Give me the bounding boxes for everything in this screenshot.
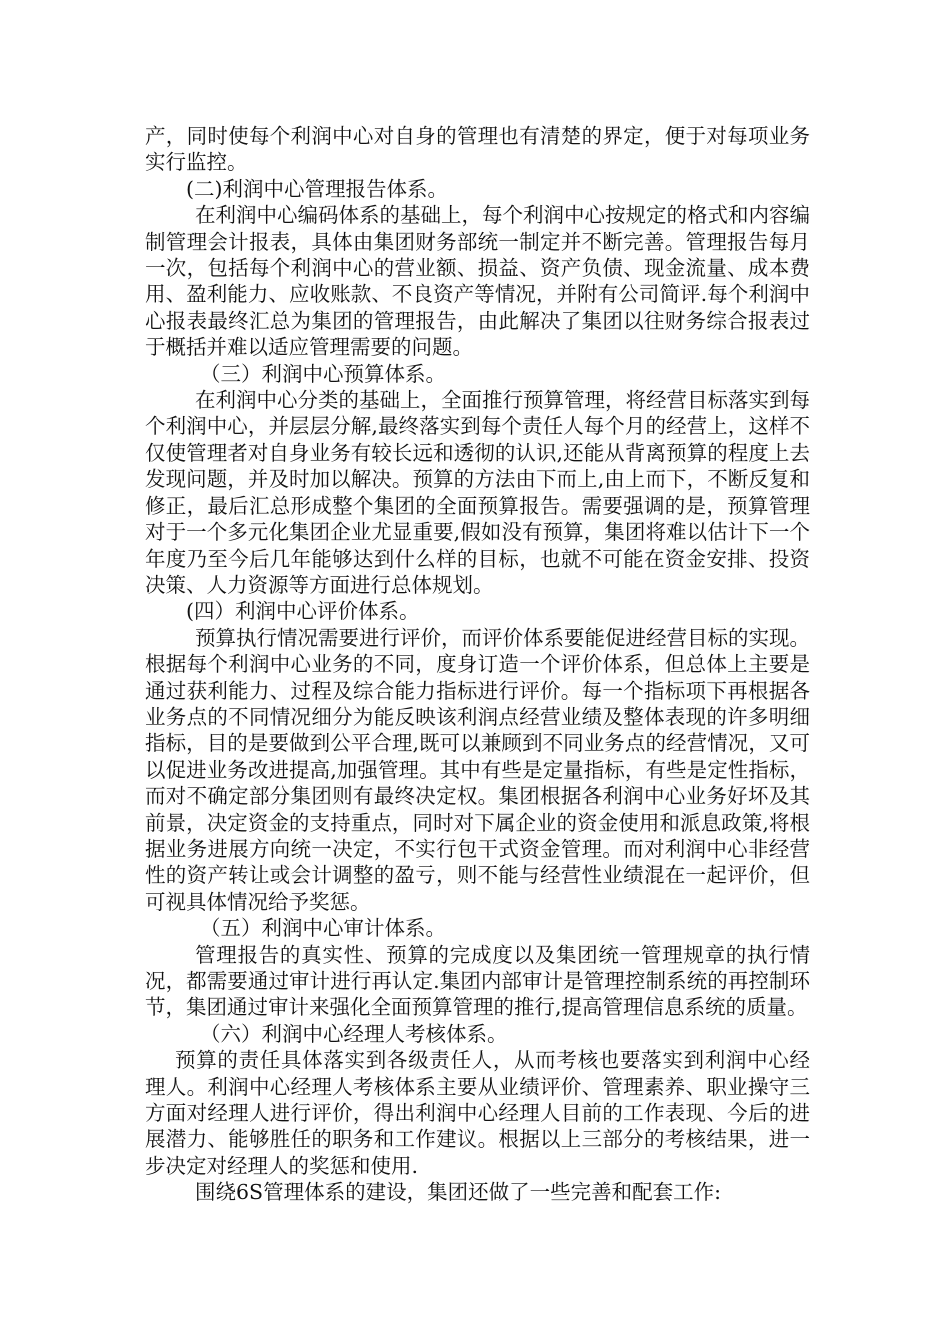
paragraph-management-report: 在利润中心编码体系的基础上，每个利润中心按规定的格式和内容编制管理会计报表，具体由集团财务部统一制定并不断完善。管理报告每月一次，包括每个利润中心的营业额、损益、资产负债、现金流量、成本费用、盈利能力、应收账款、不良资产等情况，并附有公司简评.每个利润中心报表最终汇总为集团的管理报告，由此解决了集团以往财务综合报表过于概括并难以适应管理需要的问题。 [145,203,810,360]
paragraph-audit-system: 管理报告的真实性、预算的完成度以及集团统一管理规章的执行情况，都需要通过审计进行再认定.集团内部审计是管理控制系统的再控制环节，集团通过审计来强化全面预算管理的推行,提高管理信息系统的质量。 [145,942,810,1020]
document-body [145,123,810,1206]
paragraph-budget-system: 在利润中心分类的基础上，全面推行预算管理，将经营目标落实到每个利润中心，并层层分解,最终落实到每个责任人每个月的经营上，这样不仅使管理者对自身业务有较长远和透彻的认识,还能从背离预算的程度上去发现问题，并及时加以解决。预算的方法由下而上,由上而下，不断反复和修正，最后汇总形成整个集团的全面预算报告。需要强调的是，预算管理对于一个多元化集团企业尤显重要,假如没有预算，集团将难以估计下一个年度乃至今后几年能够达到什么样的目标，也就不可能在资金安排、投资决策、人力资源等方面进行总体规划。 [145,388,810,597]
section-heading-5: （五）利润中心审计体系。 [200,916,446,941]
paragraph-manager-assessment: 预算的责任具体落实到各级责任人，从而考核也要落实到利润中心经理人。利润中心经理人考核体系主要从业绩评价、管理素养、职业操守三方面对经理人进行评价，得出利润中心经理人目前的工作表现、今后的进展潜力、能够胜任的职务和工作建议。根据以上三部分的考核结果，进一步决定对经理人的奖惩和使用. [145,1048,810,1178]
section-heading-6: （六）利润中心经理人考核体系。 [200,1021,508,1046]
paragraph-evaluation-system: 预算执行情况需要进行评价，而评价体系要能促进经营目标的实现。根据每个利润中心业务的不同，度身订造一个评价体系，但总体上主要是通过获利能力、过程及综合能力指标进行评价。每一个指标项下再根据各业务点的不同情况细分为能反映该利润点经营业绩及整体表现的许多明细指标，目的是要做到公平合理,既可以兼顾到不同业务点的经营情况，又可以促进业务改进提高,加强管理。其中有些是定量指标，有些是定性指标，而对不确定部分集团则有最终决定权。集团根据各利润中心业务好坏及其前景，决定资金的支持重点，同时对下属企业的资金使用和派息政策,将根据业务进展方向统一决定，不实行包干式资金管理。而对利润中心非经营性的资产转让或会计调整的盈亏，则不能与经营性业绩混在一起评价，但可视具体情况给予奖惩。 [145,625,810,914]
section-heading-2: (二)利润中心管理报告体系。 [186,176,448,201]
paragraph-6s-supporting-work: 围绕6S管理体系的建设，集团还做了一些完善和配套工作: [195,1180,721,1205]
section-heading-3: （三）利润中心预算体系。 [200,361,446,386]
section-heading-4: (四）利润中心评价体系。 [186,599,420,624]
paragraph-continuation: 产，同时使每个利润中心对自身的管理也有清楚的界定，便于对每项业务实行监控。 [145,124,810,175]
